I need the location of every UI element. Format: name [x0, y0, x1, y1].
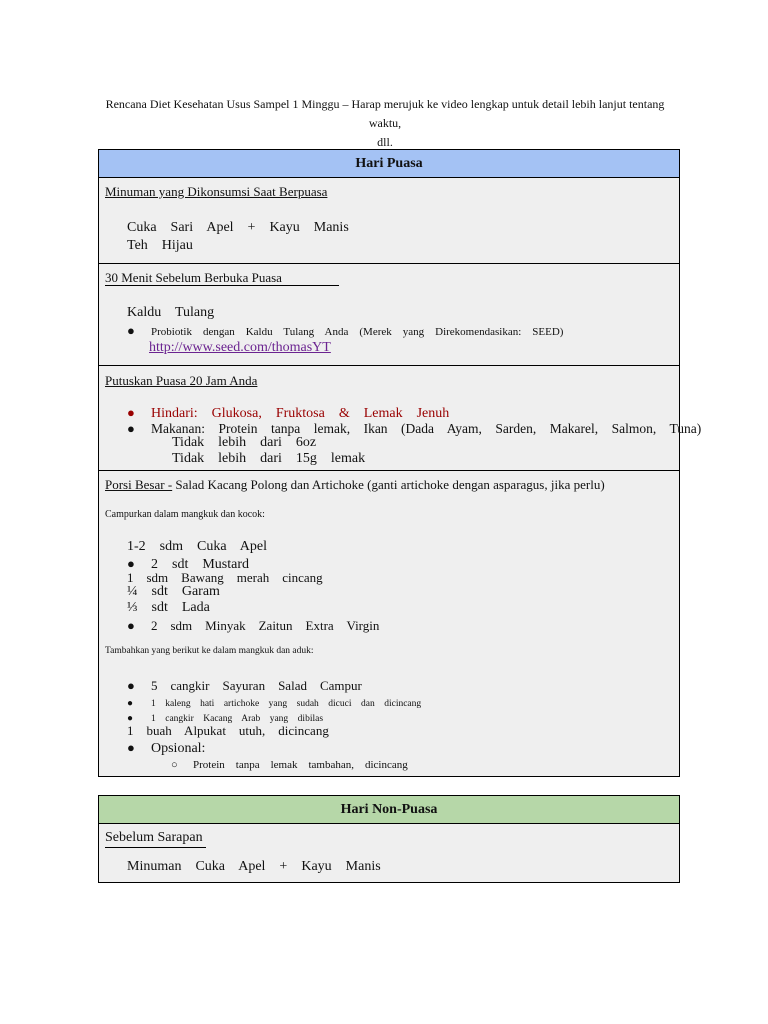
dressing-text: 2 sdt Mustard	[151, 557, 249, 572]
limit-item: Tidak lebih dari 6oz	[172, 435, 317, 450]
addition-subtext: Protein tanpa lemak tambahan, dicincang	[193, 759, 408, 771]
bullet-icon: ●	[127, 698, 134, 709]
pre-breakfast-section	[99, 824, 680, 883]
avoid-text: Hindari: Glukosa, Fruktosa & Lemak Jenuh	[151, 406, 450, 421]
non-fasting-day-table	[98, 795, 680, 883]
intro-line-2: dll.	[377, 135, 393, 149]
bullet-icon: ●	[127, 618, 135, 633]
bullet-icon: ●	[127, 740, 135, 755]
probiotic-text: Probiotik dengan Kaldu Tulang Anda (Merek yang Direkomendasikan: SEED)	[151, 326, 564, 338]
bone-broth-item: Kaldu Tulang	[127, 305, 215, 320]
bullet-icon: ●	[127, 421, 135, 436]
bullet-icon: ●	[127, 405, 135, 420]
dressing-text: 2 sdm Minyak Zaitun Extra Virgin	[151, 618, 380, 633]
pre-break-title: 30 Menit Sebelum Berbuka Puasa	[105, 270, 339, 286]
addition-text: 1 kaleng hati artichoke yang sudah dicuci dan dicincang	[151, 699, 422, 709]
mix-note: Campurkan dalam mangkuk dan kocok:	[105, 509, 265, 520]
limit-item: Tidak lebih dari 15g lemak	[172, 451, 366, 466]
salad-title-prefix: Porsi Besar -	[105, 477, 173, 492]
optional-label: Opsional:	[151, 741, 206, 756]
drink-item: Teh Hijau	[127, 238, 193, 253]
bullet-icon: ●	[127, 556, 135, 571]
addition-text: 1 cangkir Kacang Arab yang dibilas	[151, 714, 324, 724]
pre-breakfast-item: Minuman Cuka Apel + Kayu Manis	[127, 859, 381, 874]
pre-break-section	[99, 264, 680, 366]
bullet-icon: ●	[127, 713, 134, 724]
addition-text: 5 cangkir Sayuran Salad Campur	[151, 678, 362, 693]
dressing-item: 1-2 sdm Cuka Apel	[127, 539, 267, 554]
salad-section	[99, 471, 680, 777]
add-note: Tambahkan yang berikut ke dalam mangkuk dan aduk:	[105, 646, 314, 656]
food-text: Makanan: Protein tanpa lemak, Ikan (Dada Ayam, Sarden, Makarel, Salmon, Tuna)	[151, 421, 702, 436]
break-fast-title: Putuskan Puasa 20 Jam Anda	[105, 373, 258, 388]
dressing-item: 1 sdm Bawang merah cincang	[127, 570, 323, 585]
hollow-bullet-icon: ○	[171, 759, 178, 771]
dressing-item: ¼ sdt Garam	[127, 584, 220, 599]
addition-item: 1 buah Alpukat utuh, dicincang	[127, 723, 329, 738]
probiotic-item	[127, 322, 563, 340]
bullet-icon: ●	[127, 323, 135, 338]
drinks-title: Minuman yang Dikonsumsi Saat Berpuasa	[105, 184, 328, 199]
fasting-day-table	[98, 149, 702, 777]
seed-link[interactable]: http://www.seed.com/thomasYT	[149, 340, 331, 355]
fasting-day-header: Hari Puasa	[99, 150, 680, 178]
non-fasting-day-header: Hari Non-Puasa	[99, 796, 680, 824]
pre-breakfast-title: Sebelum Sarapan	[105, 830, 206, 848]
bullet-icon: ●	[127, 678, 135, 693]
intro-note	[95, 95, 675, 152]
salad-title	[105, 477, 605, 493]
break-fast-section	[99, 366, 702, 471]
dressing-item: ⅓ sdt Lada	[127, 600, 210, 615]
drink-item: Cuka Sari Apel + Kayu Manis	[127, 220, 349, 235]
addition-subitem	[171, 755, 408, 773]
drinks-section	[99, 178, 680, 264]
salad-title-rest: Salad Kacang Polong dan Artichoke (ganti artichoke dengan asparagus, jika perlu)	[172, 477, 605, 492]
dressing-item	[127, 617, 379, 635]
intro-line-1: Rencana Diet Kesehatan Usus Sampel 1 Minggu – Harap merujuk ke video lengkap untuk detail lebih lanjut tentang waktu,	[105, 97, 665, 130]
